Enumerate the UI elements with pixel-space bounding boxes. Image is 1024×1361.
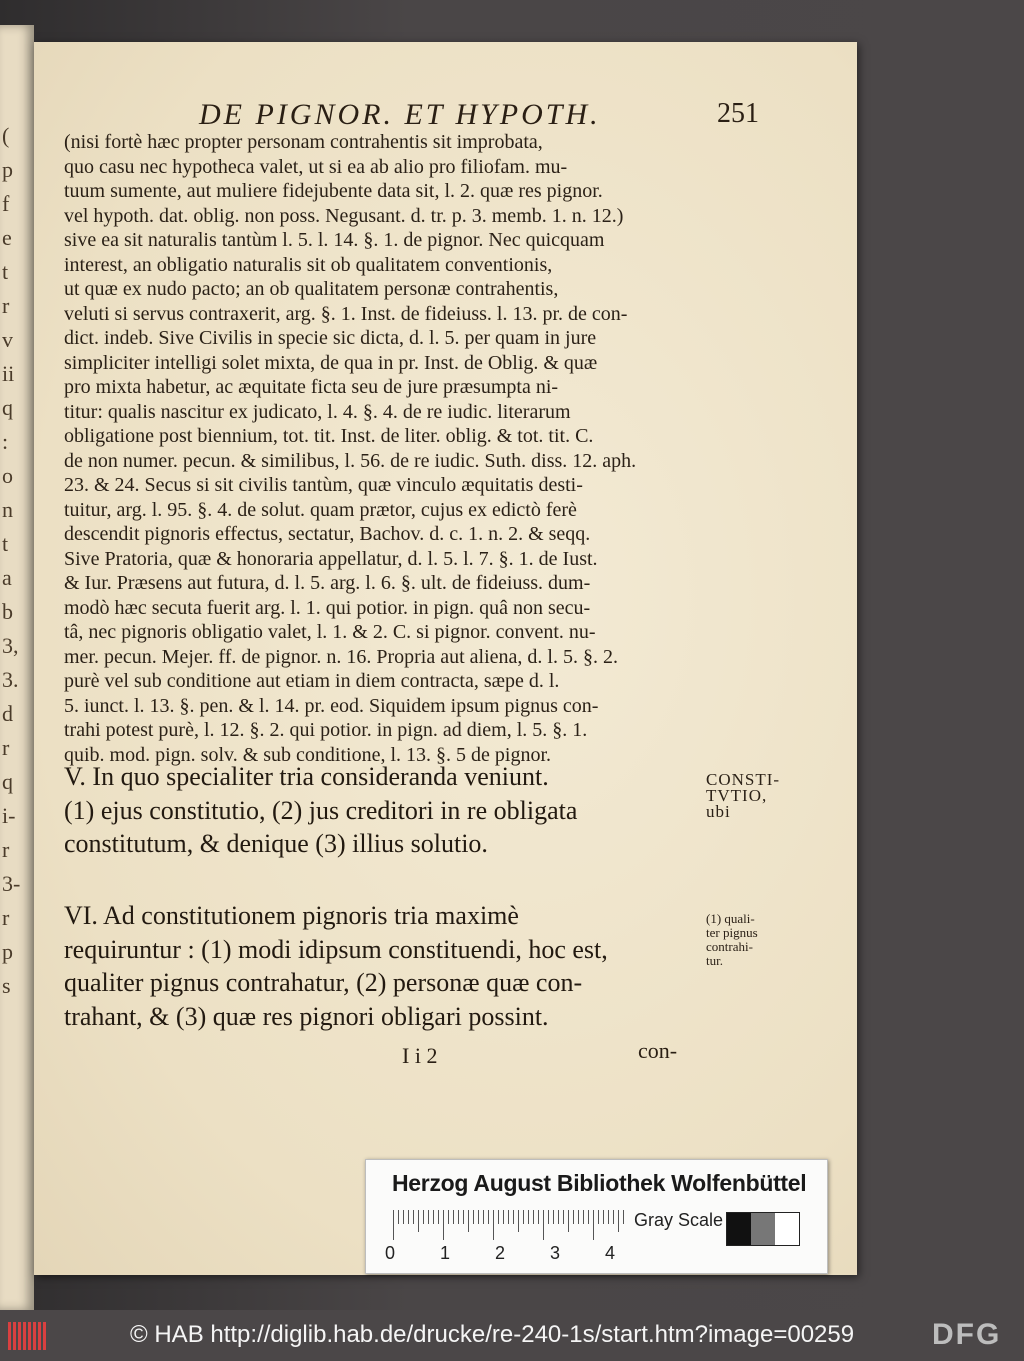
prev-page-fragment: 3, — [2, 633, 19, 658]
ruler-tick — [443, 1210, 444, 1240]
ruler-tick — [433, 1210, 434, 1224]
previous-page-edge — [0, 25, 34, 1310]
prev-page-fragment: : — [2, 429, 9, 454]
text-line: Sive Pratoria, quæ & honoraria appellatur, d. l. 5. l. 7. §. 1. de Iust. — [64, 547, 598, 570]
text-line: tâ, nec pignoris obligatio valet, l. 1. & 2. C. si pignor. convent. nu- — [64, 621, 596, 643]
text-line: ut quæ ex nudo pacto; an ob qualitatem personæ contrahentis, — [64, 278, 559, 300]
swatch-white — [775, 1213, 799, 1245]
text-line: vel hypoth. dat. oblig. non poss. Negusant. d. tr. p. 3. memb. 1. n. 12.) — [64, 204, 624, 227]
ruler-tick — [528, 1210, 529, 1224]
text-line: contrahi- — [706, 939, 753, 954]
prev-page-fragment: r — [2, 905, 10, 930]
ruler-tick — [418, 1210, 419, 1232]
prev-page-fragment: f — [2, 191, 10, 216]
ruler-tick — [513, 1210, 514, 1224]
ruler-tick — [538, 1210, 539, 1224]
ruler-tick — [553, 1210, 554, 1224]
prev-page-fragment: v — [2, 327, 13, 352]
text-line: 5. iunct. l. 13. §. pen. & l. 14. pr. eod. Siquidem ipsum pignus con- — [64, 694, 599, 717]
prev-page-fragment: b — [2, 599, 13, 624]
ruler-tick — [568, 1210, 569, 1232]
prev-page-fragment: 3- — [2, 871, 21, 896]
text-line: (nisi fortè hæc propter personam contrahentis sit improbata, — [64, 131, 543, 153]
ruler-tick — [593, 1210, 594, 1240]
margin-note-qualiter — [706, 912, 786, 968]
prev-page-fragment: q — [2, 395, 13, 420]
library-name: Herzog August Bibliothek Wolfenbüttel — [392, 1170, 807, 1196]
ruler-tick — [493, 1210, 494, 1240]
ruler-tick — [428, 1210, 429, 1224]
scale-ruler — [393, 1210, 623, 1240]
prev-page-fragment: r — [2, 837, 10, 862]
prev-page-fragment: p — [2, 157, 13, 182]
ruler-tick — [498, 1210, 499, 1224]
ruler-tick — [543, 1210, 544, 1240]
ruler-tick — [523, 1210, 524, 1224]
text-line: requiruntur : (1) modi idipsum constituendi, hoc est, — [64, 934, 608, 964]
text-line: de non numer. pecun. & similibus, l. 56. de re iudic. Suth. diss. 12. aph. — [64, 449, 637, 472]
ruler-number: 1 — [440, 1243, 451, 1263]
text-line: descendit pignoris effectus, sectatur, Bachov. d. c. 1. n. 2. & seqq. — [64, 523, 591, 545]
section-vi — [64, 899, 704, 1033]
ruler-tick — [473, 1210, 474, 1224]
page-number: 251 — [717, 98, 759, 129]
text-line: quo casu nec hypotheca valet, ut si ea ab alio pro filiofam. mu- — [64, 155, 568, 178]
ruler-tick — [508, 1210, 509, 1224]
text-line: interest, an obligatio naturalis sit ob qualitatem conventionis, — [64, 253, 553, 276]
ruler-tick — [588, 1210, 589, 1224]
text-line: dict. indeb. Sive Civilis in specie sic dicta, d. l. 5. per quam in jure — [64, 327, 597, 349]
text-line: obligatione post biennium, tot. tit. Inst. de liter. oblig. & tot. tit. C. — [64, 425, 594, 447]
ruler-tick — [483, 1210, 484, 1224]
text-line: ter pignus — [706, 925, 758, 940]
ruler-tick — [563, 1210, 564, 1224]
prev-page-fragment: p — [2, 939, 13, 964]
text-line: qualiter pignus contrahatur, (2) personæ quæ con- — [64, 968, 583, 997]
text-line: & Iur. Præsens aut futura, d. l. 5. arg. l. 6. §. ult. de fideiuss. dum- — [64, 572, 591, 594]
text-line: sive ea sit naturalis tantùm l. 5. l. 14. §. 1. de pignor. Nec quicquam — [64, 229, 605, 251]
prev-page-fragment: ( — [2, 123, 10, 148]
ruler-tick — [448, 1210, 449, 1224]
text-line: purè vel sub conditione aut etiam in diem contracta, sæpe d. l. — [64, 670, 560, 692]
ruler-tick — [488, 1210, 489, 1224]
ruler-tick — [533, 1210, 534, 1224]
ruler-number: 3 — [550, 1243, 561, 1263]
text-line: quib. mod. pign. solv. & sub conditione, l. 13. §. 5 de pignor. — [64, 743, 552, 766]
ruler-number: 0 — [385, 1243, 396, 1263]
text-line: (1) quali- — [706, 911, 755, 926]
ruler-tick — [458, 1210, 459, 1224]
ruler-tick — [463, 1210, 464, 1224]
ruler-tick — [548, 1210, 549, 1224]
ruler-tick — [503, 1210, 504, 1224]
ruler-tick — [613, 1210, 614, 1224]
prev-page-fragment: o — [2, 463, 13, 488]
text-line: tur. — [706, 953, 723, 968]
book-page — [34, 42, 857, 1275]
text-line: mer. pecun. Mejer. ff. de pignor. n. 16. Propria aut aliena, d. l. 5. §. 2. — [64, 645, 618, 668]
text-line: V. In quo specialiter tria consideranda veniunt. — [64, 762, 549, 791]
ruler-tick — [393, 1210, 394, 1240]
prev-page-fragment: 3. — [2, 667, 19, 692]
text-line: ubi — [706, 802, 731, 821]
body-paragraph — [64, 130, 704, 767]
library-color-card — [365, 1159, 828, 1274]
footer-bar — [0, 1310, 1024, 1361]
ruler-number: 4 — [605, 1243, 616, 1263]
prev-page-fragment: ii — [2, 361, 15, 386]
ruler-tick — [518, 1210, 519, 1232]
text-line: CONSTI- — [706, 770, 781, 789]
running-title: DE PIGNOR. ET HYPOTH. — [199, 98, 601, 131]
section-v — [64, 760, 704, 861]
ruler-tick — [478, 1210, 479, 1224]
text-line: titur: qualis nascitur ex judicato, l. 4. §. 4. de re iudic. literarum — [64, 400, 571, 423]
prev-page-fragment: s — [2, 973, 11, 998]
ruler-tick — [413, 1210, 414, 1224]
prev-page-fragment: d — [2, 701, 13, 726]
margin-note-constitutio — [706, 772, 786, 820]
text-line: simpliciter intelligi solet mixta, de qua in pr. Inst. de Oblig. & quæ — [64, 351, 598, 374]
text-line: pro mixta habetur, ac æquitate ficta seu de jure præsumpta ni- — [64, 376, 559, 398]
text-line: veluti si servus contraxerit, arg. §. 1. Inst. de fideiuss. l. 13. pr. de con- — [64, 302, 628, 325]
text-line: TVTIO, — [706, 786, 768, 805]
prev-page-fragment: r — [2, 293, 10, 318]
ruler-tick — [408, 1210, 409, 1224]
ruler-number: 2 — [495, 1243, 506, 1263]
prev-page-fragment: a — [2, 565, 12, 590]
prev-page-fragment: t — [2, 531, 9, 556]
ruler-tick — [623, 1210, 624, 1224]
ruler-tick — [403, 1210, 404, 1224]
page-header — [199, 98, 759, 134]
gray-scale-label: Gray Scale — [634, 1210, 724, 1230]
text-line: (1) ejus constitutio, (2) jus creditori in re obligata — [64, 795, 578, 825]
catchword: con- — [638, 1038, 678, 1063]
text-line: tuum sumente, aut muliere fidejubente data sit, l. 2. quæ res pignor. — [64, 180, 603, 202]
prev-page-fragment: n — [2, 497, 13, 522]
text-line: VI. Ad constitutionem pignoris tria maximè — [64, 901, 519, 930]
ruler-tick — [453, 1210, 454, 1224]
ruler-tick — [558, 1210, 559, 1224]
ruler-tick — [573, 1210, 574, 1224]
text-line: 23. & 24. Secus si sit civilis tantùm, quæ vinculo æquitatis desti- — [64, 474, 583, 496]
hab-logo-icon — [8, 1322, 48, 1350]
signature-mark: I i 2 — [402, 1043, 438, 1068]
prev-page-fragment: r — [2, 735, 10, 760]
text-line: tuitur, arg. l. 95. §. 4. de solut. quam prætor, cujus ex edictò ferè — [64, 498, 577, 521]
ruler-tick — [598, 1210, 599, 1224]
prev-page-fragment: i- — [2, 803, 16, 828]
ruler-tick — [468, 1210, 469, 1232]
gray-scale-swatch — [726, 1212, 800, 1246]
ruler-tick — [578, 1210, 579, 1224]
ruler-tick — [423, 1210, 424, 1224]
text-line: constitutum, & denique (3) illius solutio. — [64, 829, 488, 858]
ruler-tick — [618, 1210, 619, 1232]
copyright-link[interactable]: © HAB http://diglib.hab.de/drucke/re-240-1s/start.htm?image=00259 — [130, 1321, 855, 1348]
text-line: trahant, & (3) quæ res pignori obligari possint. — [64, 1001, 549, 1031]
dfg-logo: DFG — [932, 1318, 1002, 1351]
ruler-tick — [603, 1210, 604, 1224]
text-line: modò hæc secuta fuerit arg. l. 1. qui potior. in pign. quâ non secu- — [64, 596, 591, 619]
ruler-tick — [583, 1210, 584, 1224]
ruler-tick — [438, 1210, 439, 1224]
ruler-tick — [398, 1210, 399, 1224]
ruler-tick — [608, 1210, 609, 1224]
prev-page-fragment: t — [2, 259, 9, 284]
swatch-gray — [751, 1213, 775, 1245]
prev-page-fragment: q — [2, 769, 13, 794]
text-line: trahi potest purè, l. 12. §. 2. qui potior. in pign. ad diem, l. 5. §. 1. — [64, 719, 588, 741]
prev-page-fragment: e — [2, 225, 12, 250]
swatch-black — [727, 1213, 751, 1245]
